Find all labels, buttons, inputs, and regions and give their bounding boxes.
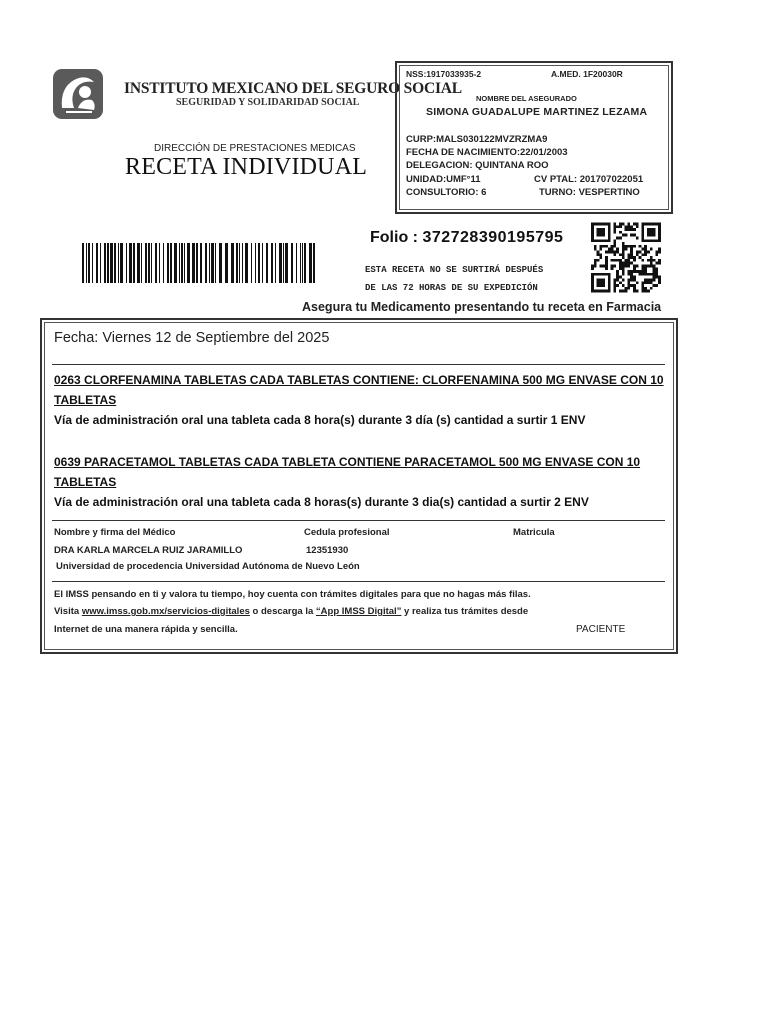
medication-1-instructions: Vía de administración oral una tableta cada 8 hora(s) durante 3 día (s) cantidad a surtir 1 ENV <box>54 413 586 427</box>
pharmacy-notice: Asegura tu Medicamento presentando tu receta en Farmacia <box>302 300 662 314</box>
divider <box>52 364 665 365</box>
matricula-label: Matricula <box>513 527 555 538</box>
shift-value: TURNO: VESPERTINO <box>539 187 640 198</box>
imss-services-link[interactable]: www.imss.gob.mx/servicios-digitales <box>81 606 250 617</box>
digital-services-line2 <box>54 606 528 617</box>
direction-label: DIRECCIÓN DE PRESTACIONES MEDICAS <box>154 143 356 154</box>
prescription-box <box>44 322 674 650</box>
nss-value: NSS:1917033935-2 <box>406 69 482 79</box>
divider <box>52 581 665 582</box>
license-label: Cedula profesional <box>304 527 390 538</box>
doctor-license: 12351930 <box>306 545 349 556</box>
patient-name-label: NOMBRE DEL ASEGURADO <box>476 94 577 103</box>
digital-text: y realiza tus trámites desde <box>401 606 529 617</box>
expiry-warning-line1: ESTA RECETA NO SE SURTIRÁ DESPUÉS <box>365 265 544 275</box>
folio <box>370 229 563 247</box>
medication-2-title-cont: TABLETAS <box>54 475 117 489</box>
unit-value: UNIDAD:UMF°11 <box>406 174 481 185</box>
folio-number: 372728390195795 <box>422 229 564 246</box>
document-title: RECETA INDIVIDUAL <box>125 154 368 180</box>
delegation-value: DELEGACION: QUINTANA ROO <box>406 160 549 171</box>
cv-ptal-value: CV PTAL: 201707022051 <box>534 174 644 185</box>
amed-value: A.MED. 1F20030R <box>551 69 623 79</box>
institution-motto: SEGURIDAD Y SOLIDARIDAD SOCIAL <box>176 97 360 108</box>
app-imss-digital-link[interactable]: “App IMSS Digital” <box>315 606 402 617</box>
copy-label: PACIENTE <box>576 624 626 635</box>
patient-name: SIMONA GUADALUPE MARTINEZ LEZAMA <box>426 106 648 118</box>
barcode <box>82 243 315 283</box>
digital-text: Visita <box>54 606 82 617</box>
doctor-university: Universidad de procedencia Universidad Autónoma de Nuevo León <box>56 561 360 572</box>
divider <box>52 520 665 521</box>
medication-1-title-cont: TABLETAS <box>54 393 117 407</box>
medication-1-title: 0263 CLORFENAMINA TABLETAS CADA TABLETAS CONTIENE: CLORFENAMINA 500 MG ENVASE CON 10 <box>54 373 664 387</box>
expiry-warning-line2: DE LAS 72 HORAS DE SU EXPEDICIÓN <box>365 283 538 293</box>
imss-logo <box>52 68 104 120</box>
digital-services-line3: Internet de una manera rápida y sencilla. <box>54 624 238 635</box>
prescription-date: Fecha: Viernes 12 de Septiembre del 2025 <box>54 330 330 346</box>
digital-services-line1: El IMSS pensando en ti y valora tu tiempo, hoy cuenta con trámites digitales para que no hagas más filas. <box>54 589 531 600</box>
birthdate-value: FECHA DE NACIMIENTO:22/01/2003 <box>406 147 568 158</box>
doctor-name-label: Nombre y firma del Médico <box>54 527 176 538</box>
medication-2-instructions: Vía de administración oral una tableta cada 8 horas(s) durante 3 dia(s) cantidad a surtir 2 ENV <box>54 495 589 509</box>
institution-name: INSTITUTO MEXICANO DEL SEGURO SOCIAL <box>124 80 462 97</box>
doctor-name: DRA KARLA MARCELA RUIZ JARAMILLO <box>54 545 243 556</box>
digital-text: o descarga la <box>249 606 316 617</box>
medication-2-title: 0639 PARACETAMOL TABLETAS CADA TABLETA CONTIENE PARACETAMOL 500 MG ENVASE CON 10 <box>54 455 641 469</box>
office-value: CONSULTORIO: 6 <box>406 187 487 198</box>
folio-label: Folio : <box>370 229 418 246</box>
curp-value: CURP:MALS030122MVZRZMA9 <box>406 134 548 145</box>
qr-code <box>591 221 661 294</box>
